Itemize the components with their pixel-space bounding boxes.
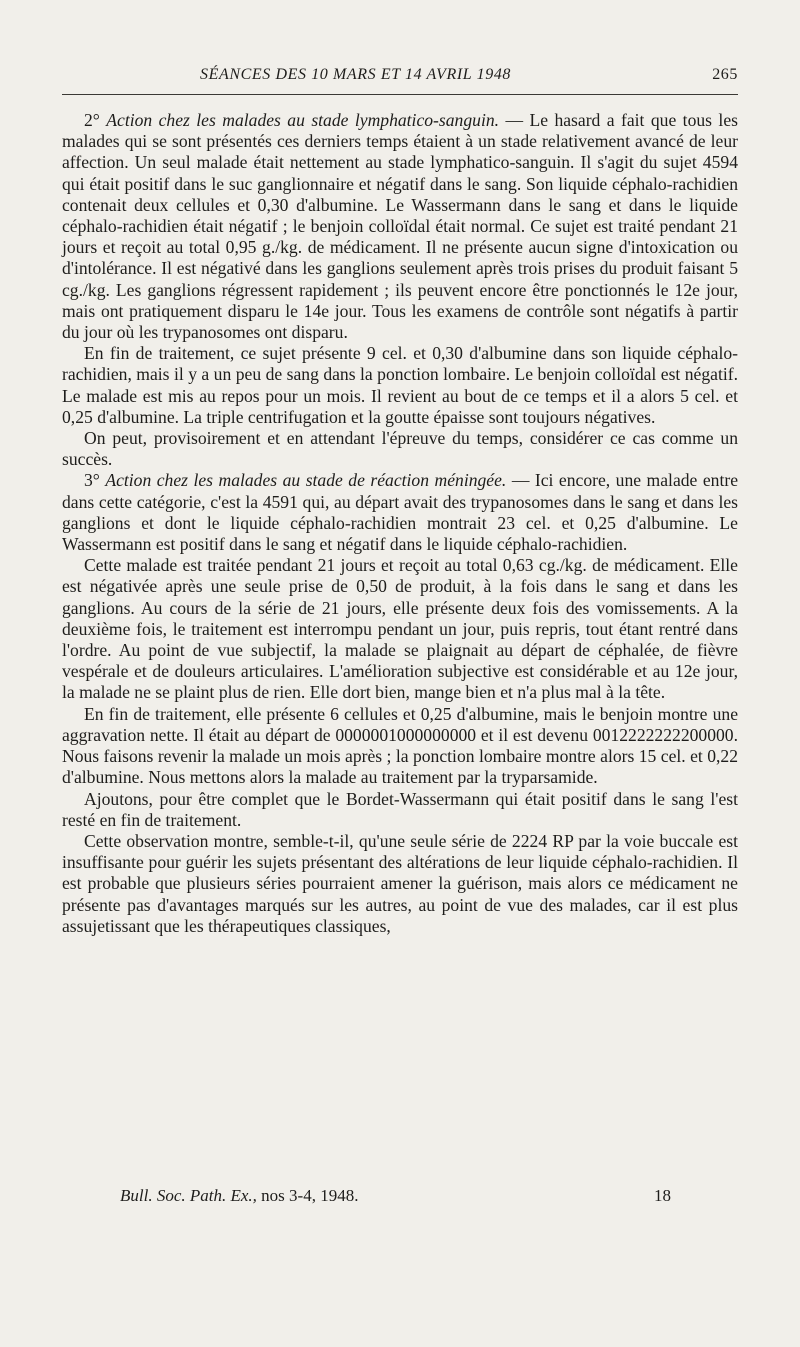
paragraph-text: — Ici encore, une malade entre dans cette catégorie, c'est la 4591 qui, au départ avait des trypanosomes dans le sang et dans les ganglions et dont le liquide céphalo-rachidien montrait 23 cel. et 0,25 d'albumine. Le Wassermann est positif dans le sang et négatif dans le liquide céphalo-rachidien. bbox=[62, 470, 738, 555]
signature-mark: 18 bbox=[654, 1186, 671, 1205]
section-title: Action chez les malades au stade de réaction méningée. bbox=[105, 470, 507, 491]
journal-citation bbox=[120, 1186, 358, 1206]
paragraph bbox=[62, 831, 738, 937]
paragraph bbox=[62, 555, 738, 703]
section-title: Action chez les malades au stade lymphatico-sanguin. bbox=[106, 110, 500, 130]
paragraph-text: On peut, provisoirement et en attendant l'épreuve du temps, considérer ce cas comme un succès. bbox=[62, 428, 738, 470]
paragraph bbox=[62, 789, 738, 831]
running-title: SÉANCES DES 10 MARS ET 14 AVRIL 1948 bbox=[200, 66, 512, 83]
paragraph-text: Cette observation montre, semble-t-il, qu'une seule série de 2224 RP par la voie buccale est insuffisante pour guérir les sujets présentant des altérations de leur liquide céphalo-rachidien. Il est probable que plusieurs séries pourraient amener la guérison, mais alors ce médicament ne présente pas d'avantages marqués sur les autres, au point de vue des malades, car il est plus assujetissant que les thérapeutiques classiques, bbox=[62, 830, 738, 936]
body-text bbox=[62, 110, 738, 937]
paragraph bbox=[62, 428, 738, 470]
paragraph bbox=[62, 110, 738, 343]
paragraph-text: — Le hasard a fait que tous les malades qui se sont présentés ces derniers temps étaient à un stade relativement avancé de leur affection. Un seul malade était nettement au stade lymphatico-sanguin. Il s'agit du sujet 4594 qui était positif dans le suc ganglionnaire et négatif dans le sang. Son liquide céphalo-rachidien contenait deux cellules et 0,30 d'albumine. Le Wassermann dans le sang et dans le liquide céphalo-rachidien était négatif ; le benjoin colloïdal était normal. Ce sujet est traité pendant 21 jours et reçoit au total 0,95 g./kg. de médicament. Il ne présente aucun signe d'intoxication ou d'intolérance. Il est négativé dans les ganglions seulement après trois prises du produit faisant 5 cg./kg. Les ganglions régressent rapidement ; ils peuvent encore être ponctionnés le 12e jour, mais ont pratiquement disparu le 14e jour. Tous les examens de contrôle sont négatifs à partir du jour où les trypanosomes ont disparu. bbox=[62, 110, 738, 343]
paragraph-text: En fin de traitement, ce sujet présente 9 cel. et 0,30 d'albumine dans son liquide céphalo-rachidien, mais il y a un peu de sang dans la ponction lombaire. Le benjoin colloïdal est négatif. Le malade est mis au repos pour un mois. Il revient au bout de ce temps et il a alors 5 cel. et 0,25 d'albumine. La triple centrifugation et la goutte épaisse sont toujours négatives. bbox=[62, 343, 738, 427]
section-number: 3° bbox=[84, 470, 100, 491]
issue-info: nos 3-4, 1948. bbox=[261, 1186, 359, 1205]
paragraph-text: En fin de traitement, elle présente 6 cellules et 0,25 d'albumine, mais le benjoin montre une aggravation nette. Il était au départ de 0000001000000000 et il est devenu 0012222222200000. Nous faisons revenir la malade un mois après ; la ponction lombaire montre alors 15 cel. et 0,22 d'albumine. Nous mettons alors la malade au traitement par la tryparsamide. bbox=[62, 703, 738, 788]
section-number: 2° bbox=[84, 110, 100, 130]
paragraph-text: Cette malade est traitée pendant 21 jours et reçoit au total 0,63 cg./kg. de médicament. Elle est négativée après une seule prise de 0,50 de produit, à la fois dans le sang et dans les ganglions. Au cours de la série de 21 jours, elle présente deux fois des vomissements. A la deuxième fois, le traitement est interrompu pendant un jour, puis repris, tout étant rentré dans l'ordre. Au point de vue subjectif, la malade se plaignait au départ de céphalée, de fièvre vespérale et de douleurs articulaires. L'amélioration subjective est considérable et au 12e jour, la malade ne se plaint plus de rien. Elle dort bien, mange bien et n'a plus mal à la tête. bbox=[62, 555, 738, 703]
paragraph bbox=[62, 704, 738, 789]
paragraph bbox=[62, 470, 738, 555]
page-footer bbox=[62, 1186, 738, 1212]
paragraph-text: Ajoutons, pour être complet que le Bordet-Wassermann qui était positif dans le sang l'est resté en fin de traitement. bbox=[62, 788, 738, 830]
paragraph bbox=[62, 343, 738, 428]
header-rule bbox=[62, 94, 738, 95]
page-number: 265 bbox=[712, 66, 738, 83]
journal-name: Bull. Soc. Path. Ex., bbox=[120, 1186, 257, 1205]
page-header bbox=[62, 66, 738, 92]
